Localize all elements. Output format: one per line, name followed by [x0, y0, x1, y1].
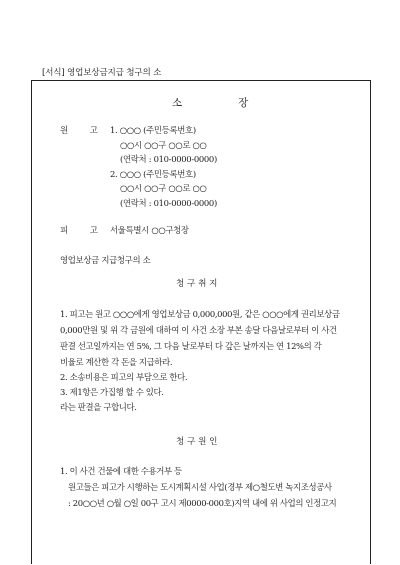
cause-line: 원고들은 피고가 시행하는 도시계획시설 사업(경부 제○철도변 녹지조성공사 — [68, 482, 332, 492]
plaintiff-2-name: 2. ○○○ (주민등록번호) — [110, 169, 196, 179]
claim-line: 2. 소송비용은 피고의 부담으로 한다. — [60, 372, 188, 382]
document-title: 소 장 — [172, 97, 249, 109]
complaint-document — [31, 80, 371, 564]
plaintiff-1-address: ○○시 ○○구 ○○로 ○○ — [120, 140, 207, 150]
claim-line: 3. 제1항은 가집행 할 수 있다. — [60, 387, 164, 397]
plaintiff-1-phone: (연락처 : 010-0000-0000) — [120, 154, 217, 164]
defendant-value: 서울특별시 ○○구청장 — [110, 225, 189, 235]
claim-line: 1. 피고는 원고 ○○○에게 영업보상금 0,000,000원, 같은 ○○○에게 권리보상금 — [60, 309, 340, 319]
cause-line: 1. 이 사건 건물에 대한 수용거부 등 — [60, 466, 182, 476]
form-caption: [서식] 영업보상금지급 청구의 소 — [42, 68, 162, 78]
claim-line: 비율로 계산한 각 돈을 지급하라. — [60, 357, 173, 367]
plaintiff-2-address: ○○시 ○○구 ○○로 ○○ — [120, 183, 207, 193]
plaintiff-label: 원 고 — [60, 125, 98, 135]
defendant-label: 피 고 — [60, 225, 98, 235]
claim-heading: 청 구 취 지 — [176, 279, 218, 289]
claim-line: 0,000만원 및 위 각 금원에 대하여 이 사건 소장 부본 송달 다음날로부터 이 사건 — [60, 325, 337, 335]
plaintiff-2-phone: (연락처 : 010-0000-0000) — [120, 198, 217, 208]
case-name: 영업보상금 지급청구의 소 — [60, 255, 151, 265]
claim-line: 판결 선고일까지는 연 5%, 그 다음 날로부터 다 갚은 날까지는 연 12%의 각 — [60, 341, 322, 351]
plaintiff-1-name: 1. ○○○ (주민등록번호) — [110, 125, 196, 135]
cause-line: : 20○○년 ○월 ○일 00구 고시 제0000-000호)지역 내에 위 사업의 인정고지 — [68, 498, 337, 508]
claim-line: 라는 판결을 구합니다. — [60, 402, 137, 412]
cause-heading: 청 구 원 인 — [176, 437, 218, 447]
